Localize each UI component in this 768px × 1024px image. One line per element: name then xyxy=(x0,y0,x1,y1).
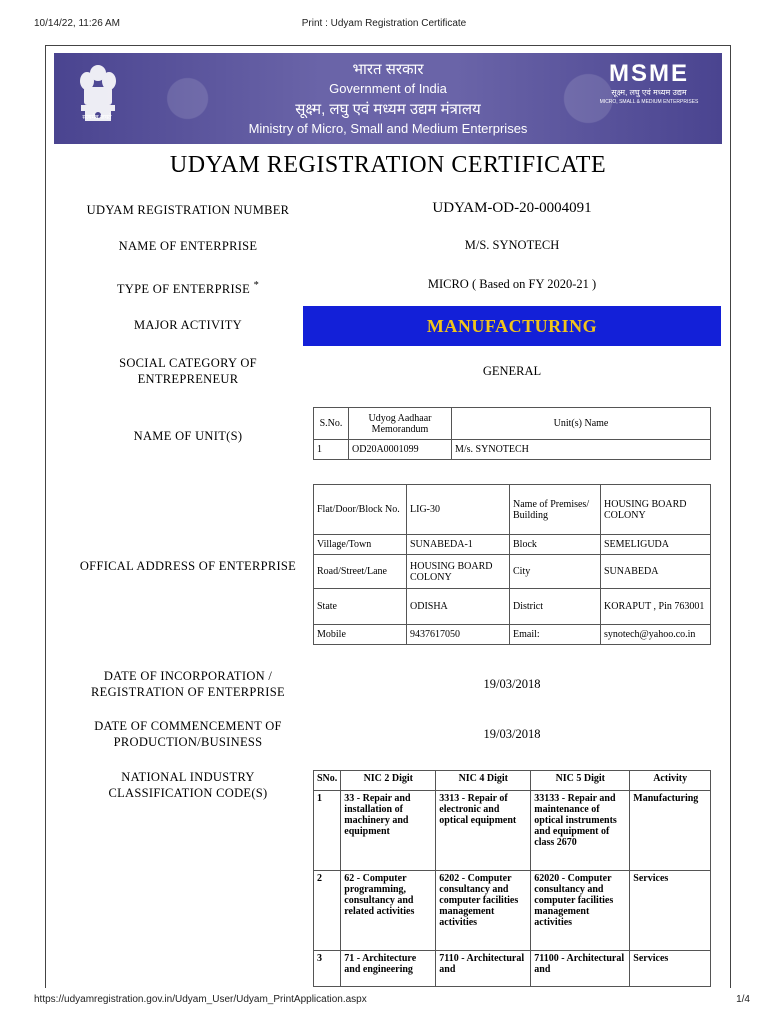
flat-value: LIG-30 xyxy=(407,485,510,535)
nic-codes-label-line1: NATIONAL INDUSTRY xyxy=(121,770,255,784)
official-address-label: OFFICAL ADDRESS OF ENTERPRISE xyxy=(79,559,297,573)
print-datetime: 10/14/22, 11:26 AM xyxy=(34,18,120,29)
enterprise-type-label-text: TYPE OF ENTERPRISE xyxy=(116,282,251,297)
nic-header-5digit: NIC 5 Digit xyxy=(531,771,630,791)
nic-cell: 62 - Computer programming, consultancy and related activities xyxy=(341,871,436,951)
reg-number-value: UDYAM-OD-20-0004091 xyxy=(432,200,592,216)
nic-cell: Services xyxy=(630,871,711,951)
nic-cell: 3 xyxy=(314,951,341,987)
units-cell-uam: OD20A0001099 xyxy=(349,440,452,460)
major-activity-value: MANUFACTURING xyxy=(303,306,721,346)
certificate-title: UDYAM REGISTRATION CERTIFICATE xyxy=(169,152,607,178)
premises-label: Name of Premises/ Building xyxy=(510,485,601,535)
nic-cell: 71100 - Architectural and xyxy=(531,951,630,987)
print-page-title: Print : Udyam Registration Certificate xyxy=(301,18,467,29)
incorporation-date-label-line2: REGISTRATION OF ENTERPRISE xyxy=(91,685,285,699)
commencement-date-label-line1: DATE OF COMMENCEMENT OF xyxy=(94,719,282,733)
ministry-banner xyxy=(54,53,722,144)
premises-value: HOUSING BOARD COLONY xyxy=(601,485,711,535)
msme-logo-text: MSME xyxy=(609,60,689,87)
emblem-caption: सत्यमेव जयते xyxy=(82,115,112,121)
state-label: State xyxy=(314,589,407,625)
unit-names-label: NAME OF UNIT(S) xyxy=(133,429,243,443)
units-header-uam: Udyog Aadhaar Memorandum xyxy=(349,408,452,440)
state-value: ODISHA xyxy=(407,589,510,625)
enterprise-type-value: MICRO ( Based on FY 2020-21 ) xyxy=(427,277,597,291)
major-activity-label: MAJOR ACTIVITY xyxy=(133,318,243,332)
units-table-header-row xyxy=(314,408,711,440)
nic-header-2digit: NIC 2 Digit xyxy=(341,771,436,791)
table-row xyxy=(314,485,711,535)
flat-label: Flat/Door/Block No. xyxy=(314,485,407,535)
print-url: https://udyamregistration.gov.in/Udyam_User/Udyam_PrintApplication.aspx xyxy=(34,994,367,1005)
incorporation-date-label-line1: DATE OF INCORPORATION / xyxy=(103,669,273,683)
nic-header-4digit: NIC 4 Digit xyxy=(436,771,531,791)
nic-cell: 33 - Repair and installation of machinery and equipment xyxy=(341,791,436,871)
nic-cell: 7110 - Architectural and xyxy=(436,951,531,987)
msme-logo xyxy=(594,61,704,111)
table-row xyxy=(314,440,711,460)
table-row xyxy=(314,871,711,951)
block-label: Block xyxy=(510,535,601,555)
block-value: SEMELIGUDA xyxy=(601,535,711,555)
nic-cell: 62020 - Computer consultancy and computer facilities management activities xyxy=(531,871,630,951)
road-label: Road/Street/Lane xyxy=(314,555,407,589)
commencement-date-label xyxy=(58,718,318,750)
city-value: SUNABEDA xyxy=(601,555,711,589)
city-label: City xyxy=(510,555,601,589)
social-category-label-line2: ENTREPRENEUR xyxy=(137,372,239,386)
units-cell-unit-name: M/s. SYNOTECH xyxy=(452,440,711,460)
nic-codes-table xyxy=(313,770,711,987)
nic-cell: 33133 - Repair and maintenance of optical instruments and equipment of class 2670 xyxy=(531,791,630,871)
nic-codes-label xyxy=(58,769,318,801)
nic-cell: 3313 - Repair of electronic and optical equipment xyxy=(436,791,531,871)
table-row xyxy=(314,951,711,987)
nic-cell: 1 xyxy=(314,791,341,871)
units-header-sno: S.No. xyxy=(314,408,349,440)
nic-cell: 6202 - Computer consultancy and computer facilities management activities xyxy=(436,871,531,951)
hindi-ministry-text: सूक्ष्म, लघु एवं मध्यम उद्यम मंत्रालय xyxy=(295,101,481,118)
enterprise-type-asterisk: * xyxy=(253,280,260,291)
mobile-value: 9437617050 xyxy=(407,625,510,645)
village-label: Village/Town xyxy=(314,535,407,555)
government-of-india-text: Government of India xyxy=(329,81,447,96)
units-header-unit-name: Unit(s) Name xyxy=(452,408,711,440)
social-category-label xyxy=(58,355,318,387)
hindi-government-text: भारत सरकार xyxy=(352,61,424,78)
nic-cell: Services xyxy=(630,951,711,987)
incorporation-date-label xyxy=(58,668,318,700)
msme-hindi-text: सूक्ष्म, लघु एवं मध्यम उद्यम xyxy=(611,88,687,97)
email-value: synotech@yahoo.co.in xyxy=(601,625,711,645)
commencement-date-label-line2: PRODUCTION/BUSINESS xyxy=(113,735,263,749)
nic-cell: 71 - Architecture and engineering xyxy=(341,951,436,987)
table-row xyxy=(314,791,711,871)
enterprise-name-value: M/S. SYNOTECH xyxy=(464,238,560,252)
nic-cell: 2 xyxy=(314,871,341,951)
enterprise-name-label: NAME OF ENTERPRISE xyxy=(118,239,258,253)
social-category-label-line1: SOCIAL CATEGORY OF xyxy=(119,356,257,370)
social-category-value: GENERAL xyxy=(482,364,542,378)
print-page-number: 1/4 xyxy=(736,994,750,1005)
district-label: District xyxy=(510,589,601,625)
road-value: HOUSING BOARD COLONY xyxy=(407,555,510,589)
village-value: SUNABEDA-1 xyxy=(407,535,510,555)
table-row xyxy=(314,555,711,589)
msme-sub-text: MICRO, SMALL & MEDIUM ENTERPRISES xyxy=(599,99,699,105)
units-table xyxy=(313,407,711,460)
incorporation-date-value: 19/03/2018 xyxy=(483,677,541,691)
commencement-date-value: 19/03/2018 xyxy=(483,727,541,741)
units-cell-sno: 1 xyxy=(314,440,349,460)
nic-header-activity: Activity xyxy=(630,771,711,791)
address-table xyxy=(313,484,711,645)
email-label: Email: xyxy=(510,625,601,645)
mobile-label: Mobile xyxy=(314,625,407,645)
enterprise-type-label xyxy=(58,278,318,297)
nic-header-sno: SNo. xyxy=(314,771,341,791)
table-row xyxy=(314,535,711,555)
nic-codes-label-line2: CLASSIFICATION CODE(S) xyxy=(108,786,268,800)
reg-number-label: UDYAM REGISTRATION NUMBER xyxy=(86,203,290,217)
district-value: KORAPUT , Pin 763001 xyxy=(601,589,711,625)
nic-cell: Manufacturing xyxy=(630,791,711,871)
nic-table-header-row xyxy=(314,771,711,791)
table-row xyxy=(314,625,711,645)
table-row xyxy=(314,589,711,625)
ministry-name-text: Ministry of Micro, Small and Medium Enterprises xyxy=(248,121,528,136)
